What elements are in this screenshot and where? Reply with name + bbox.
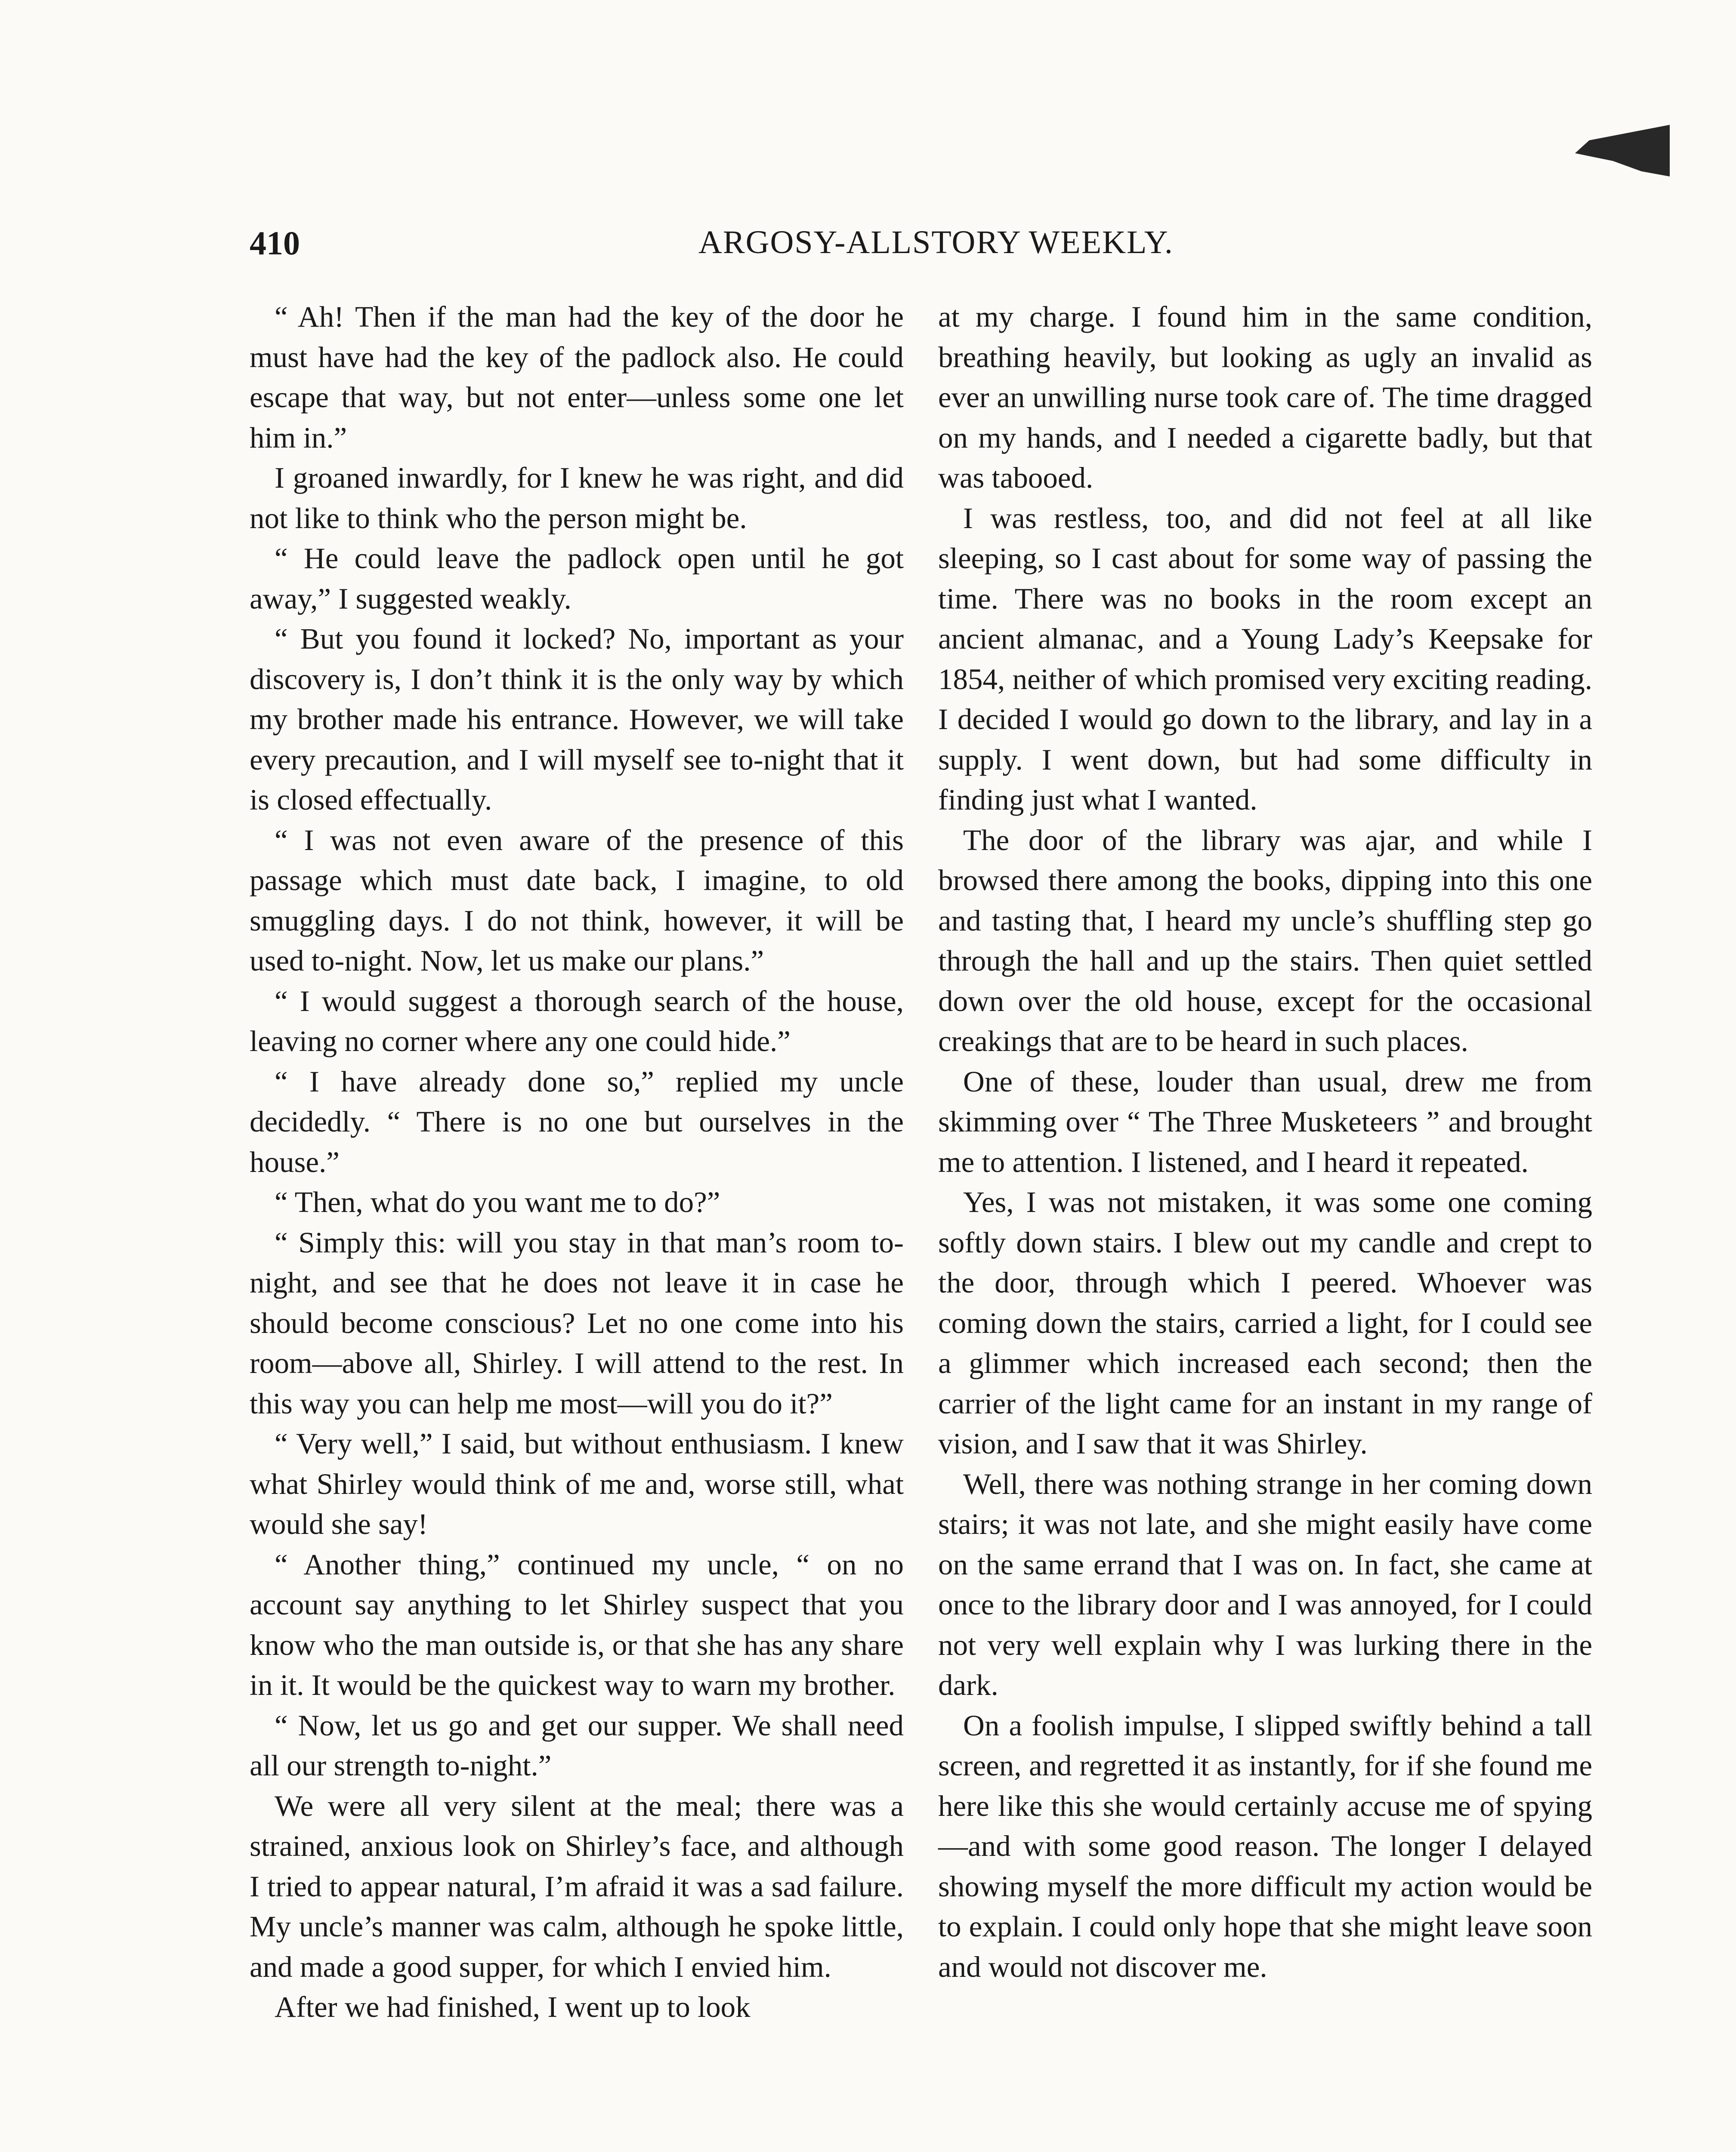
paragraph: After we had finished, I went up to look bbox=[275, 1991, 751, 2023]
paragraph: “ I would suggest a thorough search of the house, leaving no corner where any one could hide.” bbox=[250, 984, 904, 1057]
right-column bbox=[938, 297, 1592, 1987]
page-header bbox=[250, 224, 1622, 275]
paragraph: “ Ah! Then if the man had the key of the door he must have had the key of the padlock also. He could escape that way, but not enter—unless some one let him in.” bbox=[250, 300, 904, 454]
paragraph: The door of the library was ajar, and while I browsed there among the books, dipping into this one and tasting that, I heard my uncle’s shuffling step go through the hall and up the stairs. Then quiet settled down over the old house, except for the occasional creakings that are to be heard in such places. bbox=[938, 823, 1592, 1057]
paragraph: We were all very silent at the meal; there was a strained, anxious look on Shirley’s face, and although I tried to appear natural, I’m afraid it was a sad failure. My uncle’s manner was calm, although he spoke little, and made a good supper, for which I envied him. bbox=[250, 1789, 904, 1983]
paragraph: I was restless, too, and did not feel at all like sleeping, so I cast about for some way of passing the time. There was no books in the room except an ancient almanac, and a Young Lady’s Keepsake for 1854, neither of which promised very exciting reading. I decided I would go down to the library, and lay in a supply. I went down, but had some difficulty in finding just what I wanted. bbox=[938, 501, 1592, 816]
paragraph: I groaned inwardly, for I knew he was right, and did not like to think who the person might be. bbox=[250, 461, 904, 535]
paragraph: “ But you found it locked? No, important as your discovery is, I don’t think it is the only way by which my brother made his entrance. However, we will take every precaution, and I will myself see to-night that it is closed effectually. bbox=[250, 622, 904, 816]
paragraph-continued: at my charge. I found him in the same condition, breathing heavily, but looking as ugly an invalid as ever an unwilling nurse took care of. The time dragged on my hands, and I needed a cigarette badly, but that was tabooed. bbox=[938, 300, 1592, 494]
paragraph: Well, there was nothing strange in her coming down stairs; it was not late, and she might easily have come on the same errand that I was on. In fact, she came at once to the library door and I was annoyed, for I could not very well explain why I was lurking there in the dark. bbox=[938, 1467, 1592, 1701]
paragraph: On a foolish impulse, I slipped swiftly behind a tall screen, and regretted it as instantly, for if she found me here like this she would certainly accuse me of spying—and with some good reason. The longer I delayed showing myself the more difficult my action would be to explain. I could only hope that she might leave soon and would not discover me. bbox=[938, 1709, 1592, 1983]
paragraph: “ I have already done so,” replied my uncle decidedly. “ There is no one but ourselves in the house.” bbox=[250, 1065, 904, 1178]
paragraph: “ Then, what do you want me to do?” bbox=[275, 1186, 720, 1218]
paragraph: “ Another thing,” continued my uncle, “ on no account say anything to let Shirley suspect that you know who the man outside is, or that she has any share in it. It would be the quickest way to warn my brother. bbox=[250, 1548, 904, 1701]
paragraph: “ Simply this: will you stay in that man’s room to-night, and see that he does not leave it in case he should become conscious? Let no one come into his room—above all, Shirley. I will attend to the rest. In this way you can help me most—will you do it?” bbox=[250, 1226, 904, 1420]
scan-corner-mark bbox=[1575, 125, 1670, 176]
paragraph: Yes, I was not mistaken, it was some one coming softly down stairs. I blew out my candle and crept to the door, through which I peered. Whoever was coming down the stairs, carried a light, for I could see a glimmer which increased each second; then the carrier of the light came for an instant in my range of vision, and I saw that it was Shirley. bbox=[938, 1186, 1592, 1460]
page-number: 410 bbox=[250, 224, 300, 262]
running-title: ARGOSY-ALLSTORY WEEKLY. bbox=[698, 224, 1174, 260]
paragraph: “ Now, let us go and get our supper. We shall need all our strength to-night.” bbox=[250, 1709, 904, 1782]
left-column bbox=[250, 297, 904, 2028]
paragraph: “ He could leave the padlock open until he got away,” I suggested weakly. bbox=[250, 542, 904, 615]
paragraph: “ Very well,” I said, but without enthusiasm. I knew what Shirley would think of me and, worse still, what would she say! bbox=[250, 1427, 904, 1540]
paragraph: “ I was not even aware of the presence of this passage which must date back, I imagine, to old smuggling days. I do not think, however, it will be used to-night. Now, let us make our plans.” bbox=[250, 823, 904, 977]
paragraph: One of these, louder than usual, drew me from skimming over “ The Three Musketeers ” and brought me to attention. I listened, and I heard it repeated. bbox=[938, 1065, 1592, 1178]
